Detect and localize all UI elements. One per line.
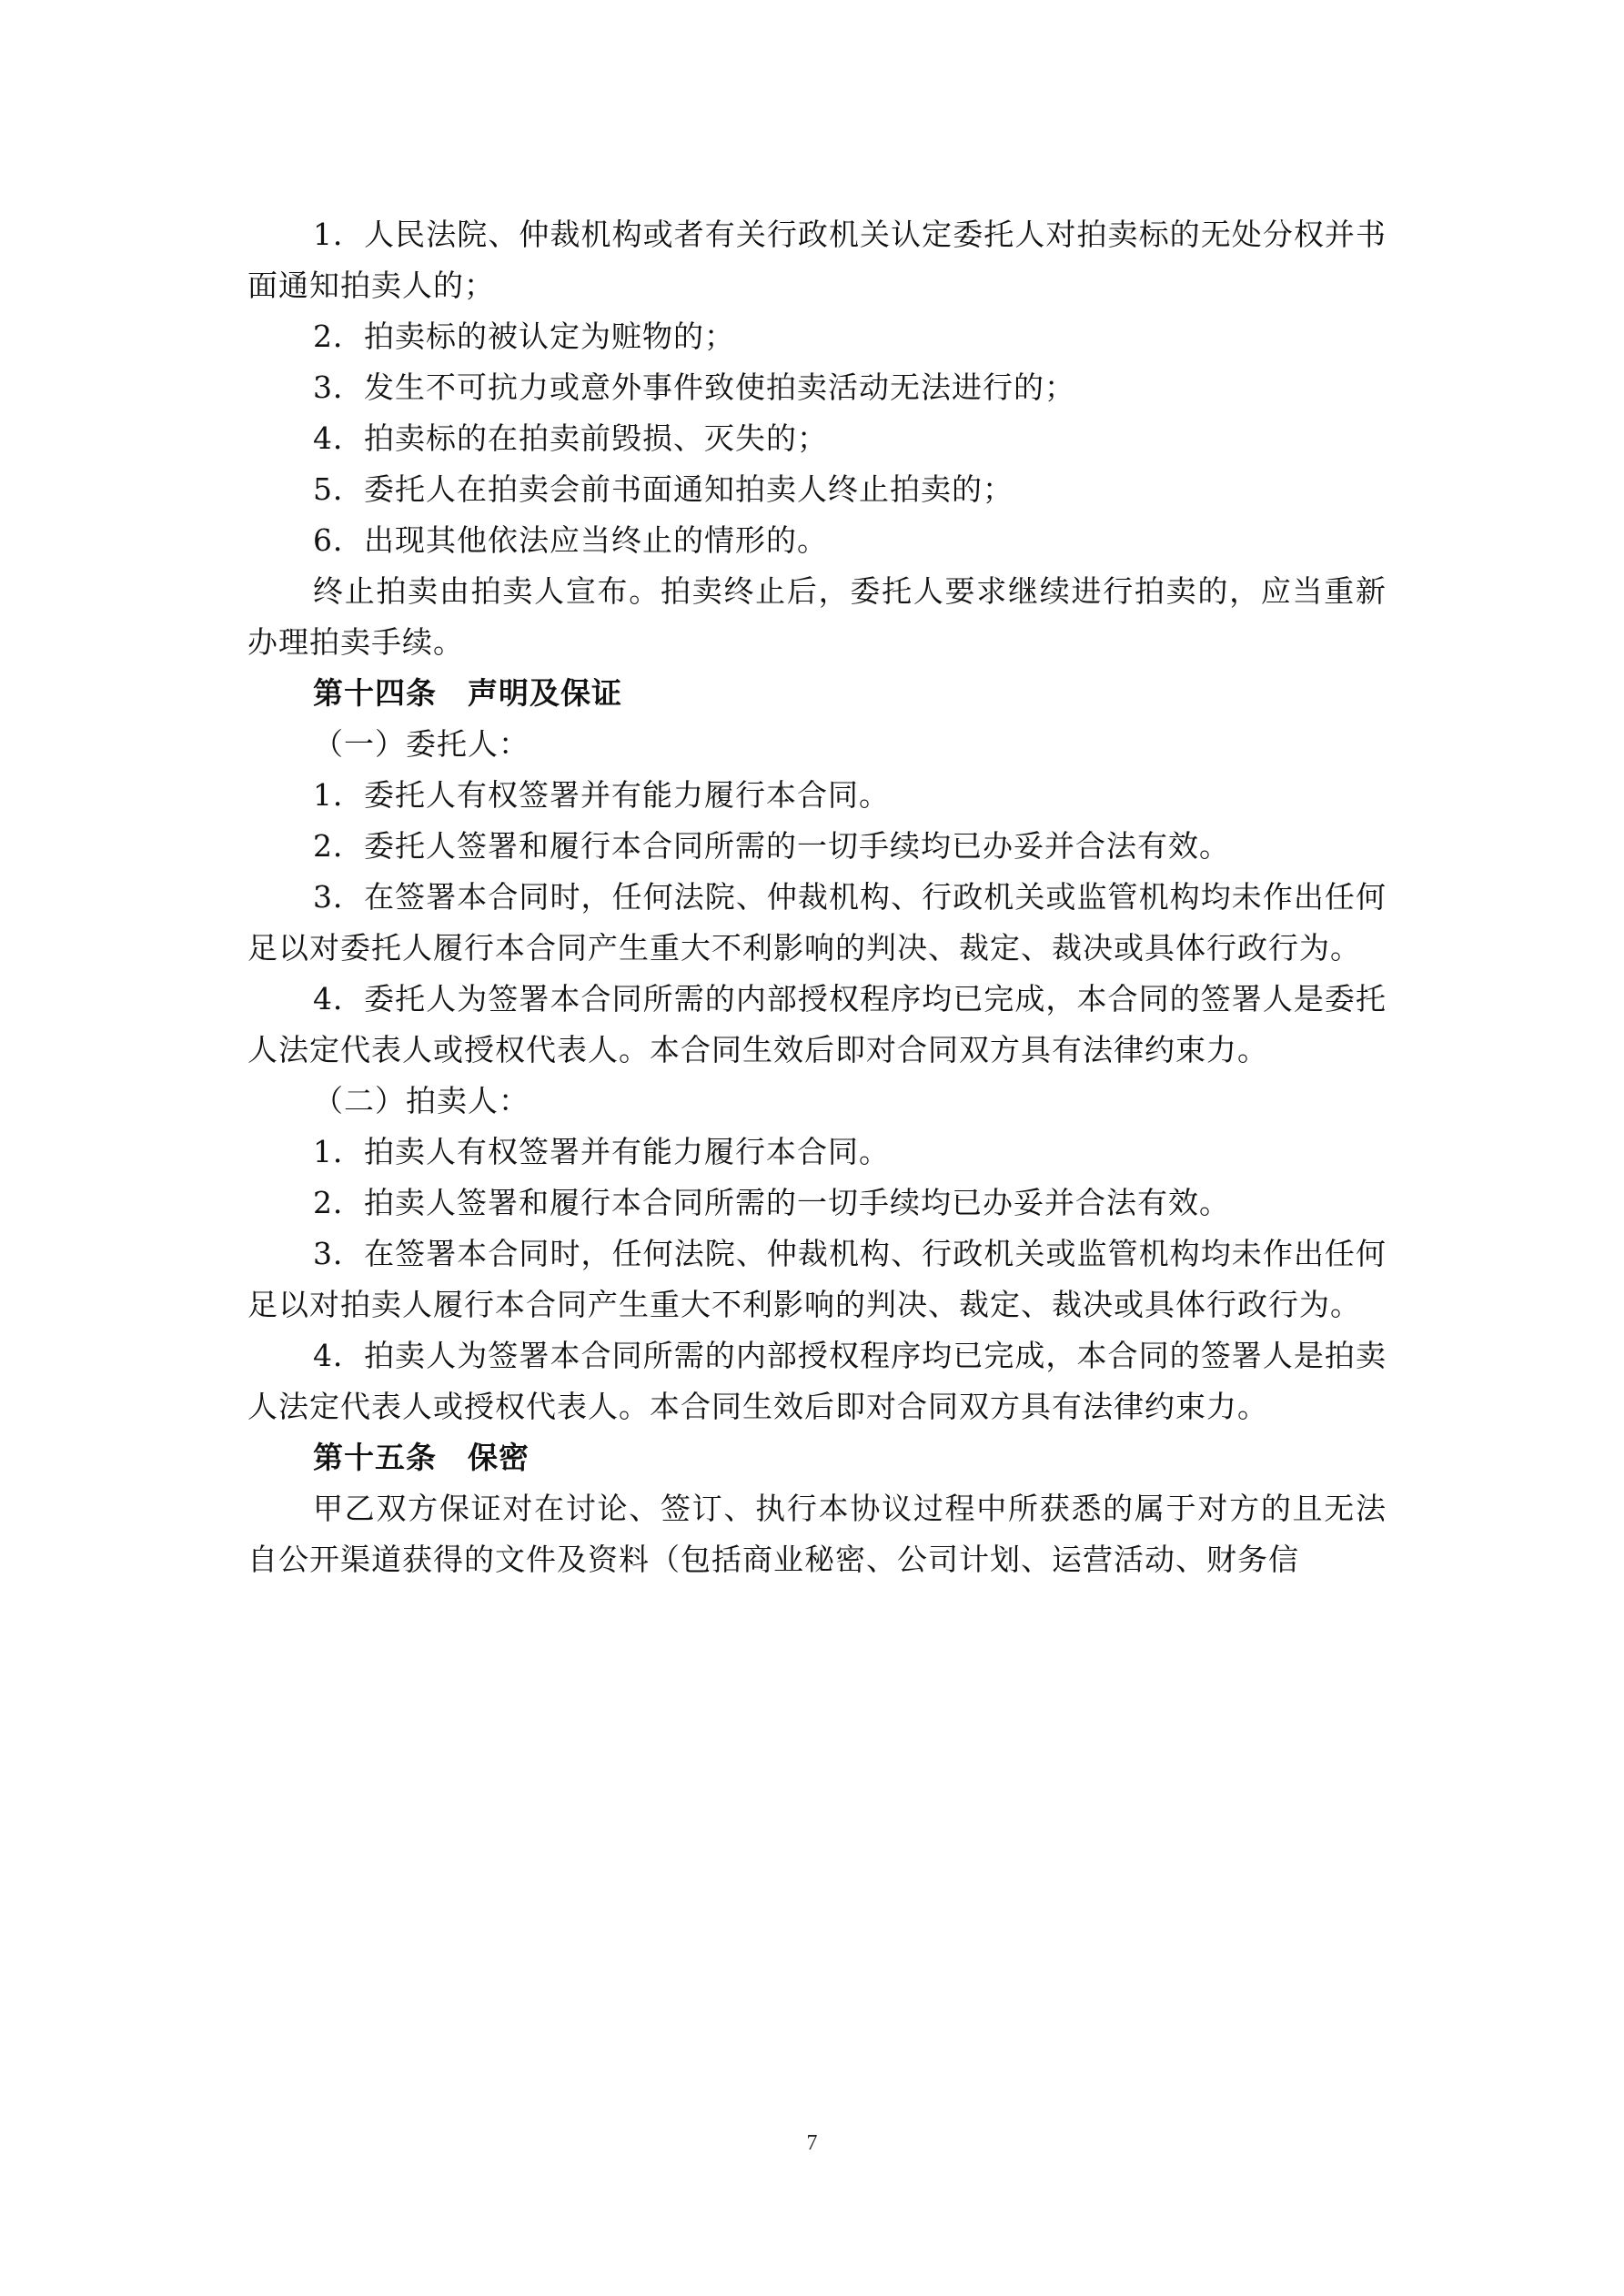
body-paragraph: 2．拍卖人签署和履行本合同所需的一切手续均已办妥并合法有效。 — [313, 1185, 1230, 1220]
page-number: 7 — [806, 2131, 818, 2155]
body-paragraph: 1．人民法院、仲裁机构或者有关行政机关认定委托人对拍卖标的无处分权并书面通知拍卖人的； — [247, 217, 1387, 303]
document-body — [247, 209, 1387, 1585]
section-heading: 第十五条 保密 — [313, 1440, 530, 1475]
section-heading: 第十四条 声明及保证 — [313, 675, 622, 711]
body-paragraph: 1．委托人有权签署并有能力履行本合同。 — [313, 777, 890, 813]
body-paragraph: 4．拍卖标的在拍卖前毁损、灭失的； — [313, 420, 828, 456]
body-paragraph: 3．发生不可抗力或意外事件致使拍卖活动无法进行的； — [313, 369, 1075, 405]
body-paragraph: 甲乙双方保证对在讨论、签订、执行本协议过程中所获悉的属于对方的且无法自公开渠道获得的文件及资料（包括商业秘密、公司计划、运营活动、财务信 — [247, 1491, 1387, 1577]
body-paragraph: 4．拍卖人为签署本合同所需的内部授权程序均已完成，本合同的签署人是拍卖人法定代表人或授权代表人。本合同生效后即对合同双方具有法律约束力。 — [247, 1338, 1387, 1424]
body-paragraph: 3．在签署本合同时，任何法院、仲裁机构、行政机关或监管机构均未作出任何足以对委托人履行本合同产生重大不利影响的判决、裁定、裁决或具体行政行为。 — [247, 879, 1387, 966]
body-paragraph: 2．委托人签署和履行本合同所需的一切手续均已办妥并合法有效。 — [313, 828, 1230, 864]
body-paragraph: 1．拍卖人有权签署并有能力履行本合同。 — [313, 1134, 890, 1169]
body-paragraph: （二）拍卖人： — [313, 1083, 530, 1118]
body-paragraph: 3．在签署本合同时，任何法院、仲裁机构、行政机关或监管机构均未作出任何足以对拍卖人履行本合同产生重大不利影响的判决、裁定、裁决或具体行政行为。 — [247, 1236, 1387, 1322]
body-paragraph: 4．委托人为签署本合同所需的内部授权程序均已完成，本合同的签署人是委托人法定代表人或授权代表人。本合同生效后即对合同双方具有法律约束力。 — [247, 981, 1387, 1067]
body-paragraph: 终止拍卖由拍卖人宣布。拍卖终止后，委托人要求继续进行拍卖的，应当重新办理拍卖手续。 — [247, 573, 1387, 660]
body-paragraph: 5．委托人在拍卖会前书面通知拍卖人终止拍卖的； — [313, 471, 1014, 507]
body-paragraph: 6．出现其他依法应当终止的情形的。 — [313, 522, 828, 558]
body-paragraph: （一）委托人： — [313, 726, 530, 762]
body-paragraph: 2．拍卖标的被认定为赃物的； — [313, 319, 735, 354]
